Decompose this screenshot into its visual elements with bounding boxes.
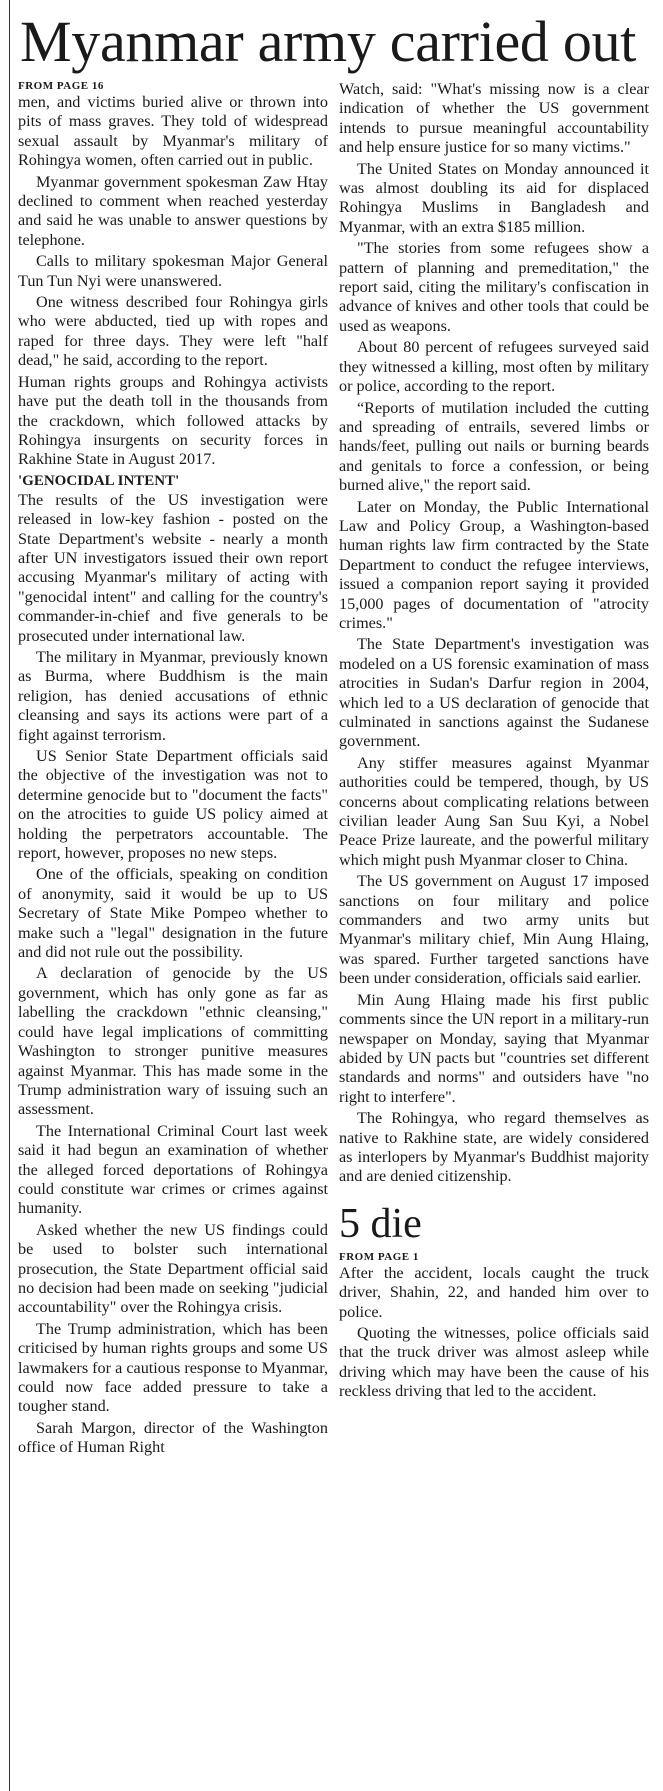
jump-label: FROM PAGE 16 [18, 80, 104, 92]
paragraph: Sarah Margon, director of the Washington office of Human Right [18, 1418, 328, 1457]
paragraph: Any stiffer measures against Myanmar authorities could be tempered, though, by US concerns about complicating relations between civilian leader Aung San Suu Kyi, a Nobel Peace Prize laureate, and the powerful military which might push Myanmar closer to China. [339, 753, 649, 869]
paragraph: “Reports of mutilation included the cutting and spreading of entrails, severed limbs or hands/feet, pulling out nails or burning beards and genitals to force a confession, or being burned alive," the report said. [339, 398, 649, 495]
headline: Myanmar army carried out [20, 9, 637, 74]
paragraph: The State Department's investigation was modeled on a US forensic examination of mass atrocities in Sudan's Darfur region in 2004, which led to a US declaration of genocide that culminated in sanctions against the Sudanese government. [339, 635, 649, 751]
paragraph: The US government on August 17 imposed sanctions on four military and police commanders and two army units but Myanmar's military chief, Min Aung Hlaing, was spared. Further targeted sanctions have been under consideration, officials said earlier. [339, 872, 649, 988]
column-rule [9, 0, 10, 1791]
jump-label: FROM PAGE 1 [339, 1250, 419, 1263]
second-headline: 5 die [339, 1200, 422, 1247]
paragraph: Myanmar government spokesman Zaw Htay declined to comment when reached yesterday and said he was unable to answer questions by telephone. [18, 172, 328, 249]
paragraph: The Rohingya, who regard themselves as native to Rakhine state, are widely considered as interlopers by Myanmar's Buddhist majority and are denied citizenship. [339, 1109, 649, 1186]
paragraph: men, and victims buried alive or thrown into pits of mass graves. They told of widespread sexual assault by Myanmar's military of Rohingya women, often carried out in public. [18, 93, 328, 170]
right-column [339, 80, 649, 1404]
paragraph: Min Aung Hlaing made his first public comments since the UN report in a military-run newspaper on Monday, saying that Myanmar abided by UN pacts but "countries set different standards and norms" and outsiders have "no right to interfere". [339, 990, 649, 1106]
paragraph: The International Criminal Court last week said it had begun an examination of whether the alleged forced deportations of Rohingya could constitute war crimes or crimes against humanity. [18, 1121, 328, 1218]
paragraph: A declaration of genocide by the US government, which has only gone as far as labelling the crackdown "ethnic cleansing," could have legal implications of committing Washington to stronger punitive measures against Myanmar. This has made some in the Trump administration wary of issuing such an assessment. [18, 964, 328, 1119]
paragraph: US Senior State Department officials said the objective of the investigation was not to determine genocide but to "document the facts" on the atrocities to guide US policy aimed at holding the perpetrators accountable. The report, however, proposes no new steps. [18, 747, 328, 863]
paragraph: About 80 percent of refugees surveyed said they witnessed a killing, most often by military or police, according to the report. [339, 338, 649, 396]
subhead: 'GENOCIDAL INTENT' [18, 472, 180, 489]
paragraph: After the accident, locals caught the truck driver, Shahin, 22, and handed him over to police. [339, 1263, 649, 1321]
paragraph: Quoting the witnesses, police officials said that the truck driver was almost asleep while driving which may have been the cause of his reckless driving that led to the accident. [339, 1323, 649, 1401]
left-column [18, 80, 328, 1460]
paragraph: One of the officials, speaking on condition of anonymity, said it would be up to US Secretary of State Mike Pompeo whether to make such a "legal" designation in the future and did not rule out the possibility. [18, 865, 328, 962]
paragraph: Later on Monday, the Public International Law and Policy Group, a Washington-based human rights law firm contracted by the State Department to conduct the refugee interviews, issued a companion report saying it provided 15,000 pages of documentation of "atrocity crimes." [339, 497, 649, 632]
paragraph: The results of the US investigation were released in low-key fashion - posted on the State Department's website - nearly a month after UN investigators issued their own report accusing Myanmar's military of acting with "genocidal intent" and calling for the country's commander-in-chief and five generals to be prosecuted under international law. [18, 490, 328, 645]
paragraph: Asked whether the new US findings could be used to bolster such international prosecution, the State Department official said no decision had been made on seeking "judicial accountability" over the Rohingya crisis. [18, 1220, 328, 1317]
paragraph: Watch, said: "What's missing now is a clear indication of whether the US government intends to pursue meaningful accountability and help ensure justice for so many victims." [339, 80, 649, 157]
paragraph: The United States on Monday announced it was almost doubling its aid for displaced Rohingya Muslims in Bangladesh and Myanmar, with an extra $185 million. [339, 159, 649, 236]
paragraph: "The stories from some refugees show a pattern of planning and premeditation," the report said, citing the military's confiscation in advance of knives and other tools that could be used as weapons. [339, 239, 649, 335]
paragraph: The military in Myanmar, previously known as Burma, where Buddhism is the main religion, has denied accusations of ethnic cleansing and says its actions were part of a fight against terrorism. [18, 647, 328, 744]
paragraph: Human rights groups and Rohingya activists have put the death toll in the thousands from the crackdown, which followed attacks by Rohingya insurgents on security forces in Rakhine State in August 2017. [18, 372, 328, 469]
paragraph: One witness described four Rohingya girls who were abducted, tied up with ropes and raped for three days. They were left "half dead," he said, according to the report. [18, 293, 328, 370]
paragraph: Calls to military spokesman Major General Tun Tun Nyi were unanswered. [18, 252, 328, 290]
paragraph: The Trump administration, which has been criticised by human rights groups and some US lawmakers for a cautious response to Myanmar, could now face added pressure to take a tougher stand. [18, 1319, 328, 1416]
